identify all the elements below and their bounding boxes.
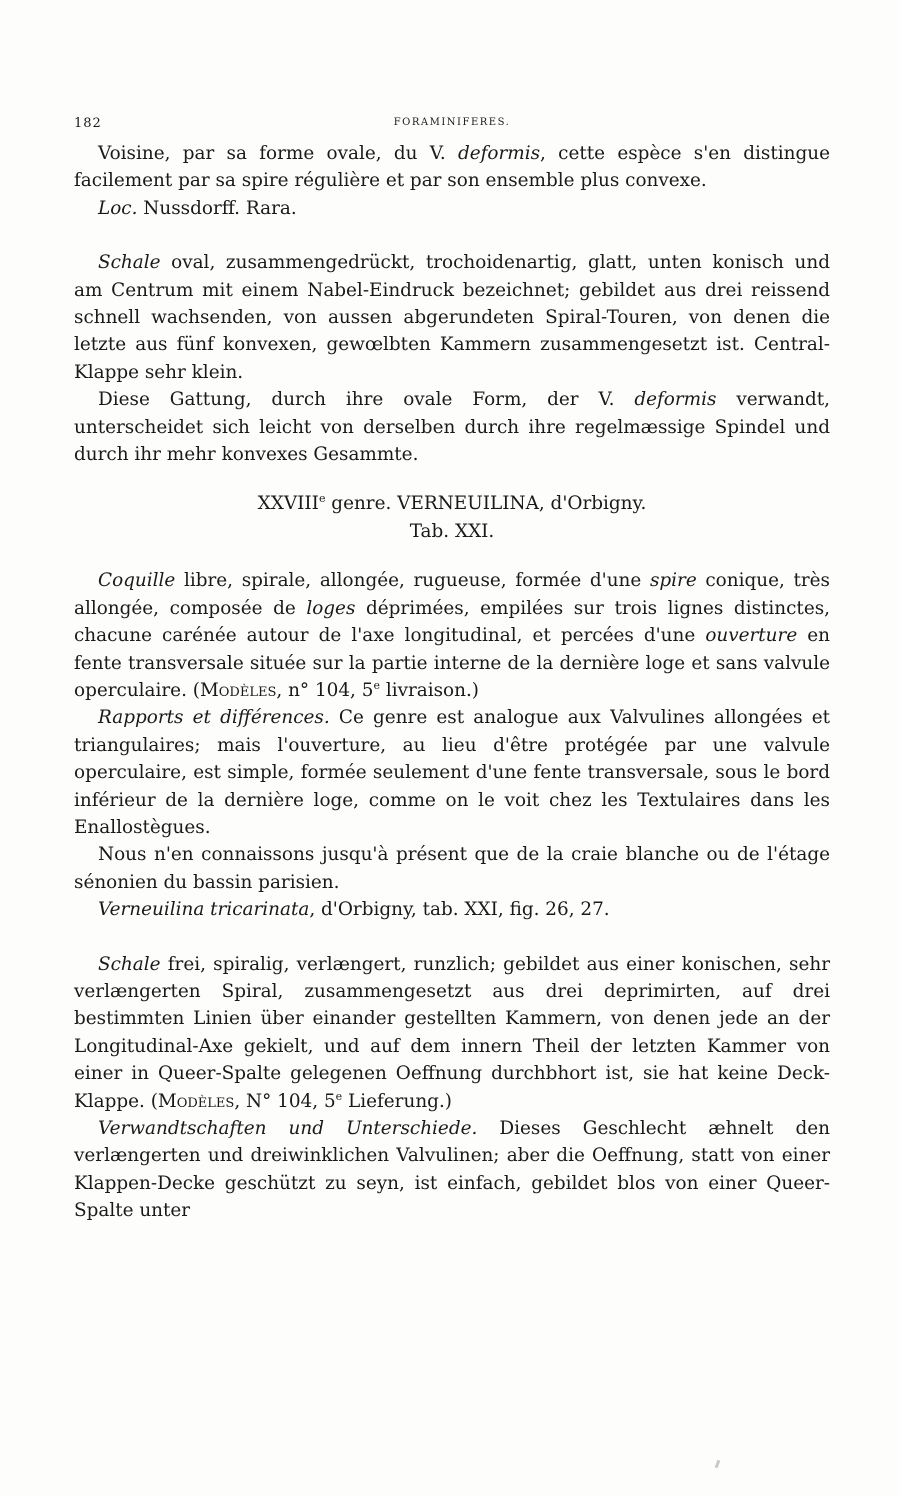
term-loges: loges <box>306 597 356 619</box>
species-name: Verneuilina tricarinata <box>98 899 310 921</box>
section-spacer <box>74 924 830 951</box>
genus-numeral-suffix: e <box>318 492 326 506</box>
genus-heading <box>74 490 830 517</box>
page-body <box>74 140 830 1225</box>
term-rapports: Rapports et différences. <box>98 707 330 729</box>
page-header <box>74 116 830 132</box>
paragraph-verwandtschaften <box>74 1115 830 1225</box>
paragraph-german-description <box>74 249 830 386</box>
text-run: Ce genre est analogue aux Valvulines allongées et triangulaires; mais l'ouverture, au lieu d'être protégée par une valvule operculaire, est simple, formée seulement d'une fente transversale, sous le bord inférieur de la dernière loge, comme on le voit chez les Textulaires dans les Enallostègues. <box>74 707 830 838</box>
locality-line <box>74 195 830 222</box>
term-modeles: Modèles <box>157 1090 235 1112</box>
text-run: livraison.) <box>379 679 479 701</box>
section-spacer <box>74 222 830 249</box>
term-coquille: Coquille <box>98 570 176 592</box>
page-number: 182 <box>74 116 102 131</box>
text-run: , n° 104, 5 <box>276 679 374 701</box>
section-spacer <box>74 468 830 490</box>
term-verwandtschaften: Verwandtschaften und Unterschiede. <box>98 1118 478 1139</box>
term-schale: Schale <box>98 953 161 975</box>
text-run: déprimées, empilées sur trois lignes distinctes, chacune carénée autour de l'axe longitudinal, et percées d'une <box>74 597 830 647</box>
species-name: deformis <box>457 143 541 164</box>
genus-title: genre. VERNEUILINA, d'Orbigny. <box>325 493 647 515</box>
term-ouverture: ouverture <box>705 625 798 647</box>
text-run: oval, zusammengedrückt, trochoidenartig, glatt, unten konisch und am Centrum mit einem Nabel-Eindruck bezeichnet; gebildet aus drei reissend schnell wachsenden, von aussen abgerundeten Spiral-Touren, von denen die letzte aus fünf konvexen, gewœlbten Kammern zusammengesetzt ist. Central-Klappe sehr klein. <box>74 252 830 383</box>
paper-speck <box>715 1460 721 1469</box>
text-run: Lieferung.) <box>342 1090 452 1112</box>
ordinal-suffix: e <box>335 1089 343 1103</box>
section-spacer <box>74 545 830 567</box>
text-run: verwandt, unterscheidet sich leicht von derselben durch ihre regelmæssige Spindel und durch ihr mehr konvexes Gesammte. <box>74 389 830 466</box>
text-run: frei, spiralig, verlængert, runzlich; gebildet aus einer konischen, sehr verlængerten Spiral, zusammengesetzt aus drei deprimirten, auf drei bestimmten Linien über einander gestellten Kammern, von denen jede an der Longitudinal-Axe gekielt, und auf dem innern Theil der letzten Kammer von einer in Queer-Spalte gelegenen Oeffnung durchbhort ist, sie hat keine Deck-Klappe. ( <box>74 953 830 1112</box>
text-run: conique, très allongée, composée de <box>74 570 831 619</box>
text-run: , N° 104, 5 <box>234 1090 336 1112</box>
paragraph-distribution: Nous n'en connaissons jusqu'à présent que de la craie blanche ou de l'étage sénonien du bassin parisien. <box>74 844 830 893</box>
species-citation <box>74 896 830 923</box>
running-title: FORAMINIFERES. <box>393 117 511 128</box>
paragraph-german-schale <box>74 951 830 1115</box>
plate-reference: Tab. XXI. <box>409 520 495 542</box>
text-run: Voisine, par sa forme ovale, du V. <box>98 143 458 164</box>
locality-label: Loc. <box>98 197 138 219</box>
text-run: Diese Gattung, durch ihre ovale Form, der V. <box>98 389 635 411</box>
term-modeles: Modèles <box>199 679 277 701</box>
genus-numeral: XXVIII <box>257 493 319 515</box>
paragraph-german-comparison <box>74 386 830 468</box>
term-spire: spire <box>649 570 697 592</box>
text-run: Dieses Geschlecht æhnelt den verlængerten und dreiwinklichen Valvulinen; aber die Oeffnung, statt von einer Klappen-Decke geschützt zu seyn, ist einfach, gebildet blos von einer Queer-Spalte unter <box>74 1118 830 1222</box>
text-run: , d'Orbigny, tab. XXI, fig. 26, 27. <box>309 899 610 921</box>
paragraph-rapports <box>74 704 830 841</box>
text-run: libre, spirale, allongée, rugueuse, formée d'une <box>175 570 650 592</box>
text-run: , cette espèce s'en distingue facilement par sa spire régulière et par son ensemble plus convexe. <box>74 143 830 192</box>
locality-text: Nussdorff. Rara. <box>137 197 297 219</box>
text-run: en fente transversale située sur la partie interne de la dernière loge et sans valvule operculaire. ( <box>74 625 830 701</box>
ordinal-suffix: e <box>373 678 380 692</box>
paragraph-french-description <box>74 140 830 195</box>
paragraph-coquille <box>74 567 830 704</box>
species-name: deformis <box>634 389 717 411</box>
term-schale: Schale <box>98 252 161 274</box>
